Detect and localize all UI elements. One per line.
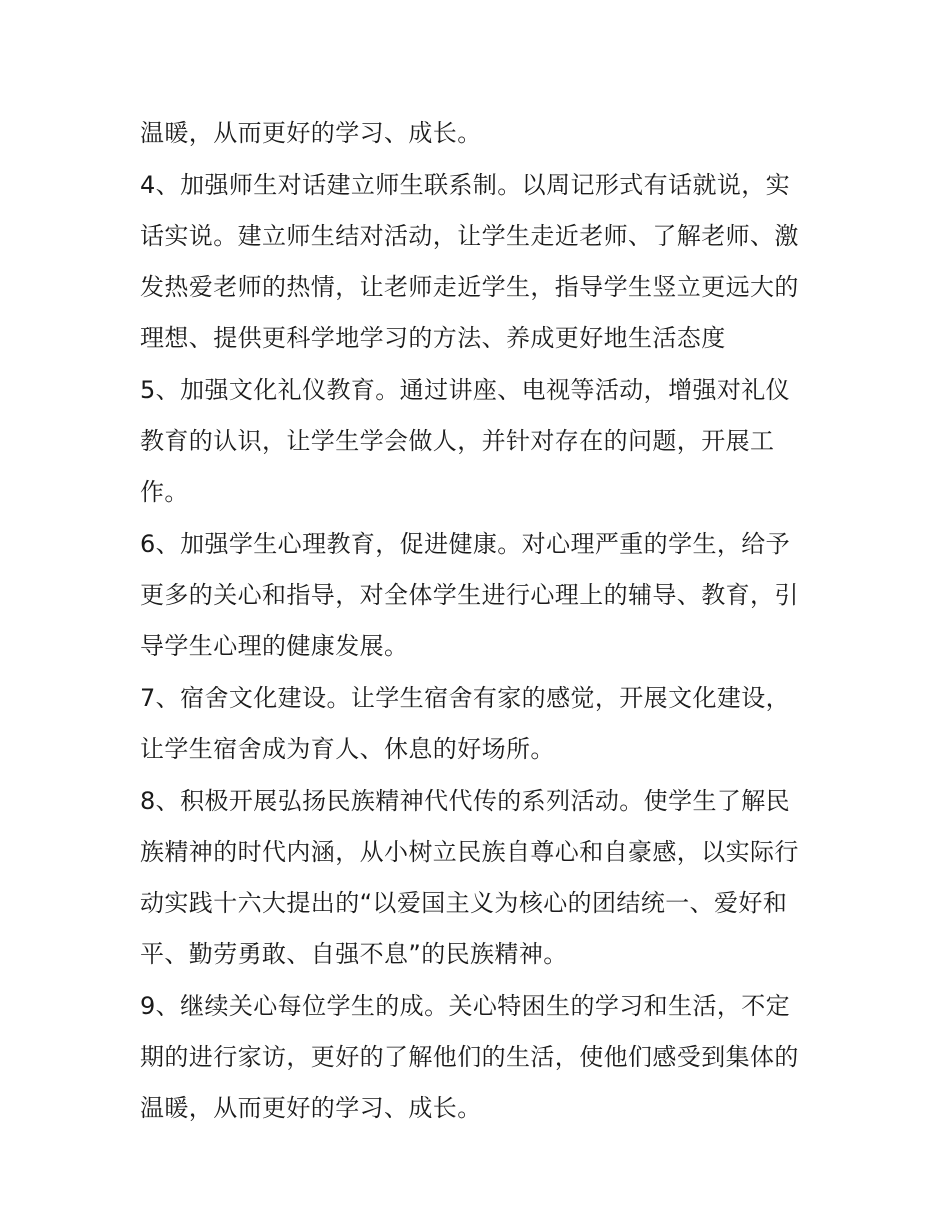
text-line: 动实践十六大提出的“以爱国主义为核心的团结统一、爱好和 [140,889,788,917]
text-line: 话实说。建立师生结对活动，让学生走近老师、了解老师、激 [140,222,799,250]
paragraph-continuation [140,108,816,159]
paragraph-item-8 [140,776,816,980]
text-line: 理想、提供更科学地学习的方法、养成更好地生活态度 [140,324,726,352]
text-line: 发热爱老师的热情，让老师走近学生，指导学生竖立更远大的 [140,273,799,301]
text-line: 作。 [140,478,189,506]
text-line: 教育的认识，让学生学会做人，并针对存在的问题，开展工 [140,427,775,455]
document-body [140,108,816,1134]
text-line: 8、积极开展弘扬民族精神代代传的系列活动。使学生了解民 [140,787,791,815]
paragraph-item-4 [140,160,816,364]
text-line: 7、宿舍文化建设。让学生宿舍有家的感觉，开展文化建设， [140,684,791,712]
text-line: 4、加强师生对话建立师生联系制。以周记形式有话就说，实 [140,171,791,199]
text-line: 6、加强学生心理教育，促进健康。对心理严重的学生，给予 [140,530,791,558]
text-line: 更多的关心和指导，对全体学生进行心理上的辅导、教育，引 [140,581,799,609]
text-line: 5、加强文化礼仪教育。通过讲座、电视等活动，增强对礼仪 [140,376,791,404]
text-line: 平、勤劳勇敢、自强不息”的民族精神。 [140,940,568,968]
text-line: 让学生宿舍成为育人、休息的好场所。 [140,735,555,763]
text-line: 族精神的时代内涵，从小树立民族自尊心和自豪感，以实际行 [140,838,799,866]
text-line: 9、继续关心每位学生的成。关心特困生的学习和生活，不定 [140,992,791,1020]
paragraph-item-6 [140,519,816,672]
text-line: 温暖，从而更好的学习、成长。 [140,1094,482,1122]
text-line: 温暖，从而更好的学习、成长。 [140,119,482,147]
text-line: 期的进行家访，更好的了解他们的生活，使他们感受到集体的 [140,1043,799,1071]
paragraph-item-7 [140,673,816,775]
paragraph-item-9 [140,981,816,1134]
text-line: 导学生心理的健康发展。 [140,632,409,660]
paragraph-item-5 [140,365,816,518]
